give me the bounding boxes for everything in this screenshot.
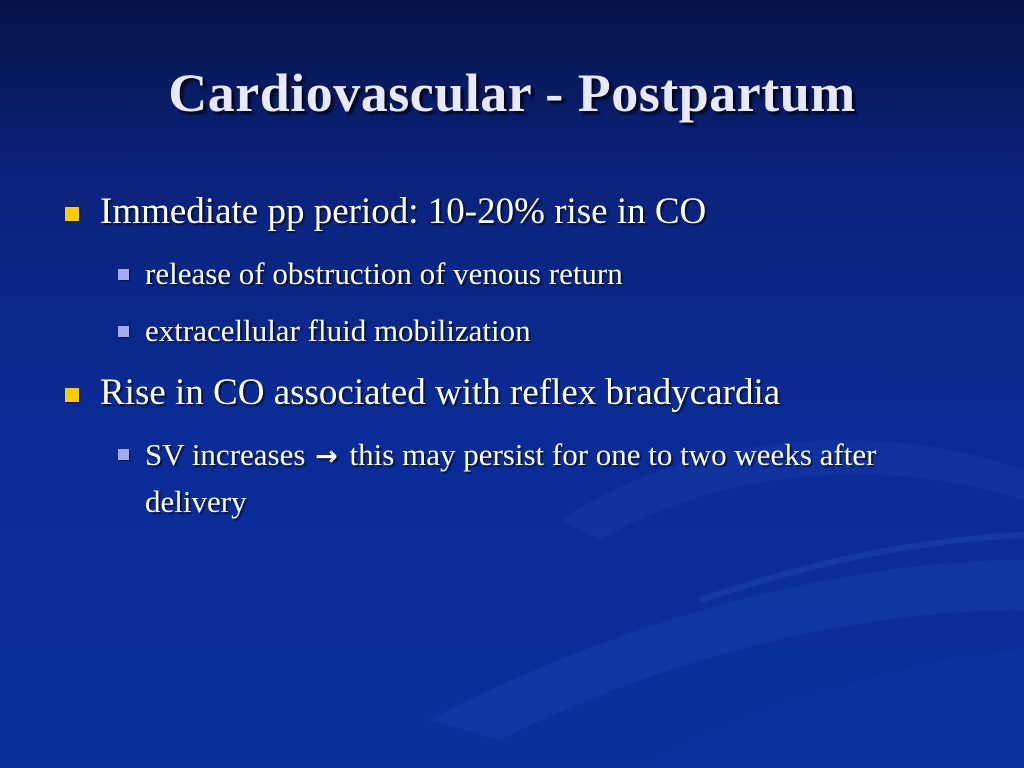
sub-bullet-text-end: this may persist for one to two weeks after delivery: [145, 437, 877, 519]
sub-bullet-item: release of obstruction of venous return: [145, 256, 623, 291]
sub-bullet-text-start: SV increases: [145, 437, 306, 472]
sub-bullet-item: extracellular fluid mobilization: [145, 313, 531, 348]
sub-bullet-item: [145, 432, 905, 524]
level2-bullet-icon: [118, 269, 129, 280]
bullet-item: Rise in CO associated with reflex bradycardia: [100, 372, 781, 413]
level1-bullet-icon: [65, 207, 79, 221]
slide-title: Cardiovascular - Postpartum: [168, 63, 856, 123]
level1-bullet-icon: [65, 388, 79, 402]
right-arrow-icon: →: [315, 441, 338, 472]
level2-bullet-icon: [118, 449, 129, 460]
level2-bullet-icon: [118, 326, 129, 337]
bullet-item: Immediate pp period: 10-20% rise in CO: [100, 191, 707, 232]
